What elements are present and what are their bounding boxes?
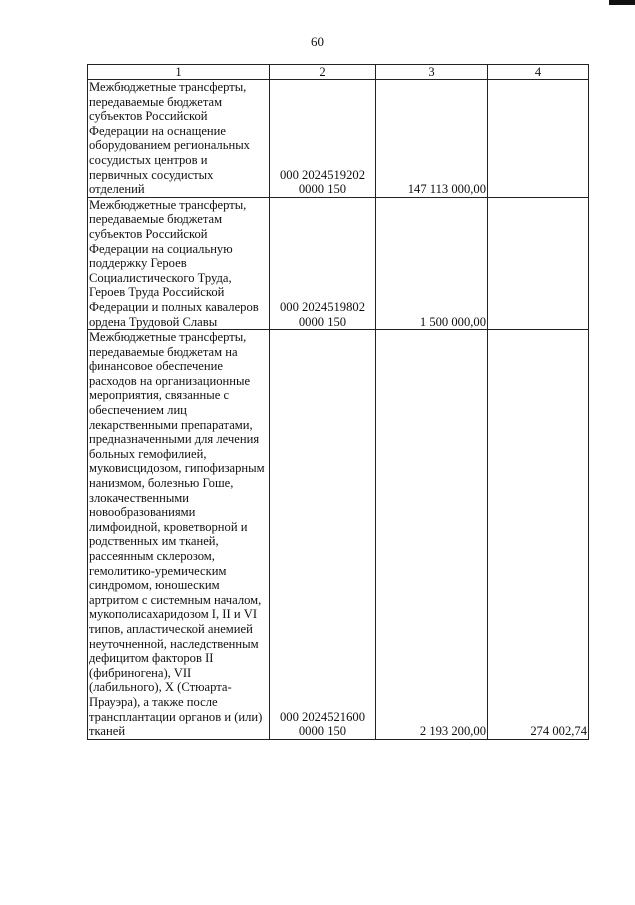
row-budget-code: 000 2024521600 0000 150 (270, 330, 376, 740)
row-amount: 2 193 200,00 (376, 330, 488, 740)
column-header-1: 1 (88, 65, 270, 80)
row-extra-amount (488, 80, 589, 198)
column-header-3: 3 (376, 65, 488, 80)
budget-table (87, 64, 589, 740)
table-row (88, 330, 589, 740)
row-description: Межбюджетные трансферты, передаваемые бюджетам на финансовое обеспечение расходов на организационные мероприятия, связанные с обеспечением лиц лекарственными препаратами, предназначенными для лечения больных гемофилией, муковисцидозом, гипофизарным нанизмом, болезнью Гоше, злокачественными новообразованиями лимфоидной, кроветворной и родственных им тканей, рассеянным склерозом, гемолитико-уремическим синдромом, юношеским артритом с системным началом, мукополисахаридозом I, II и VI типов, апластической анемией неуточненной, наследственным дефицитом факторов II (фибриногена), VII (лабильного), X (Стюарта- Прауэра), а также после трансплантации органов и (или) тканей (88, 330, 270, 740)
column-header-4: 4 (488, 65, 589, 80)
table-row (88, 197, 589, 329)
row-description: Межбюджетные трансферты, передаваемые бюджетам субъектов Российской Федерации на социальную поддержку Героев Социалистического Труда, Героев Труда Российской Федерации и полных кавалеров ордена Трудовой Славы (88, 197, 270, 329)
row-description: Межбюджетные трансферты, передаваемые бюджетам субъектов Российской Федерации на оснащение оборудованием региональных сосудистых центров и первичных сосудистых отделений (88, 80, 270, 198)
row-extra-amount (488, 197, 589, 329)
column-header-2: 2 (270, 65, 376, 80)
row-amount: 147 113 000,00 (376, 80, 488, 198)
row-extra-amount: 274 002,74 (488, 330, 589, 740)
header-row (88, 65, 589, 80)
page-number: 60 (311, 34, 324, 49)
row-amount: 1 500 000,00 (376, 197, 488, 329)
row-budget-code: 000 2024519802 0000 150 (270, 197, 376, 329)
corner-mark (609, 0, 635, 5)
table-row (88, 80, 589, 198)
row-budget-code: 000 2024519202 0000 150 (270, 80, 376, 198)
